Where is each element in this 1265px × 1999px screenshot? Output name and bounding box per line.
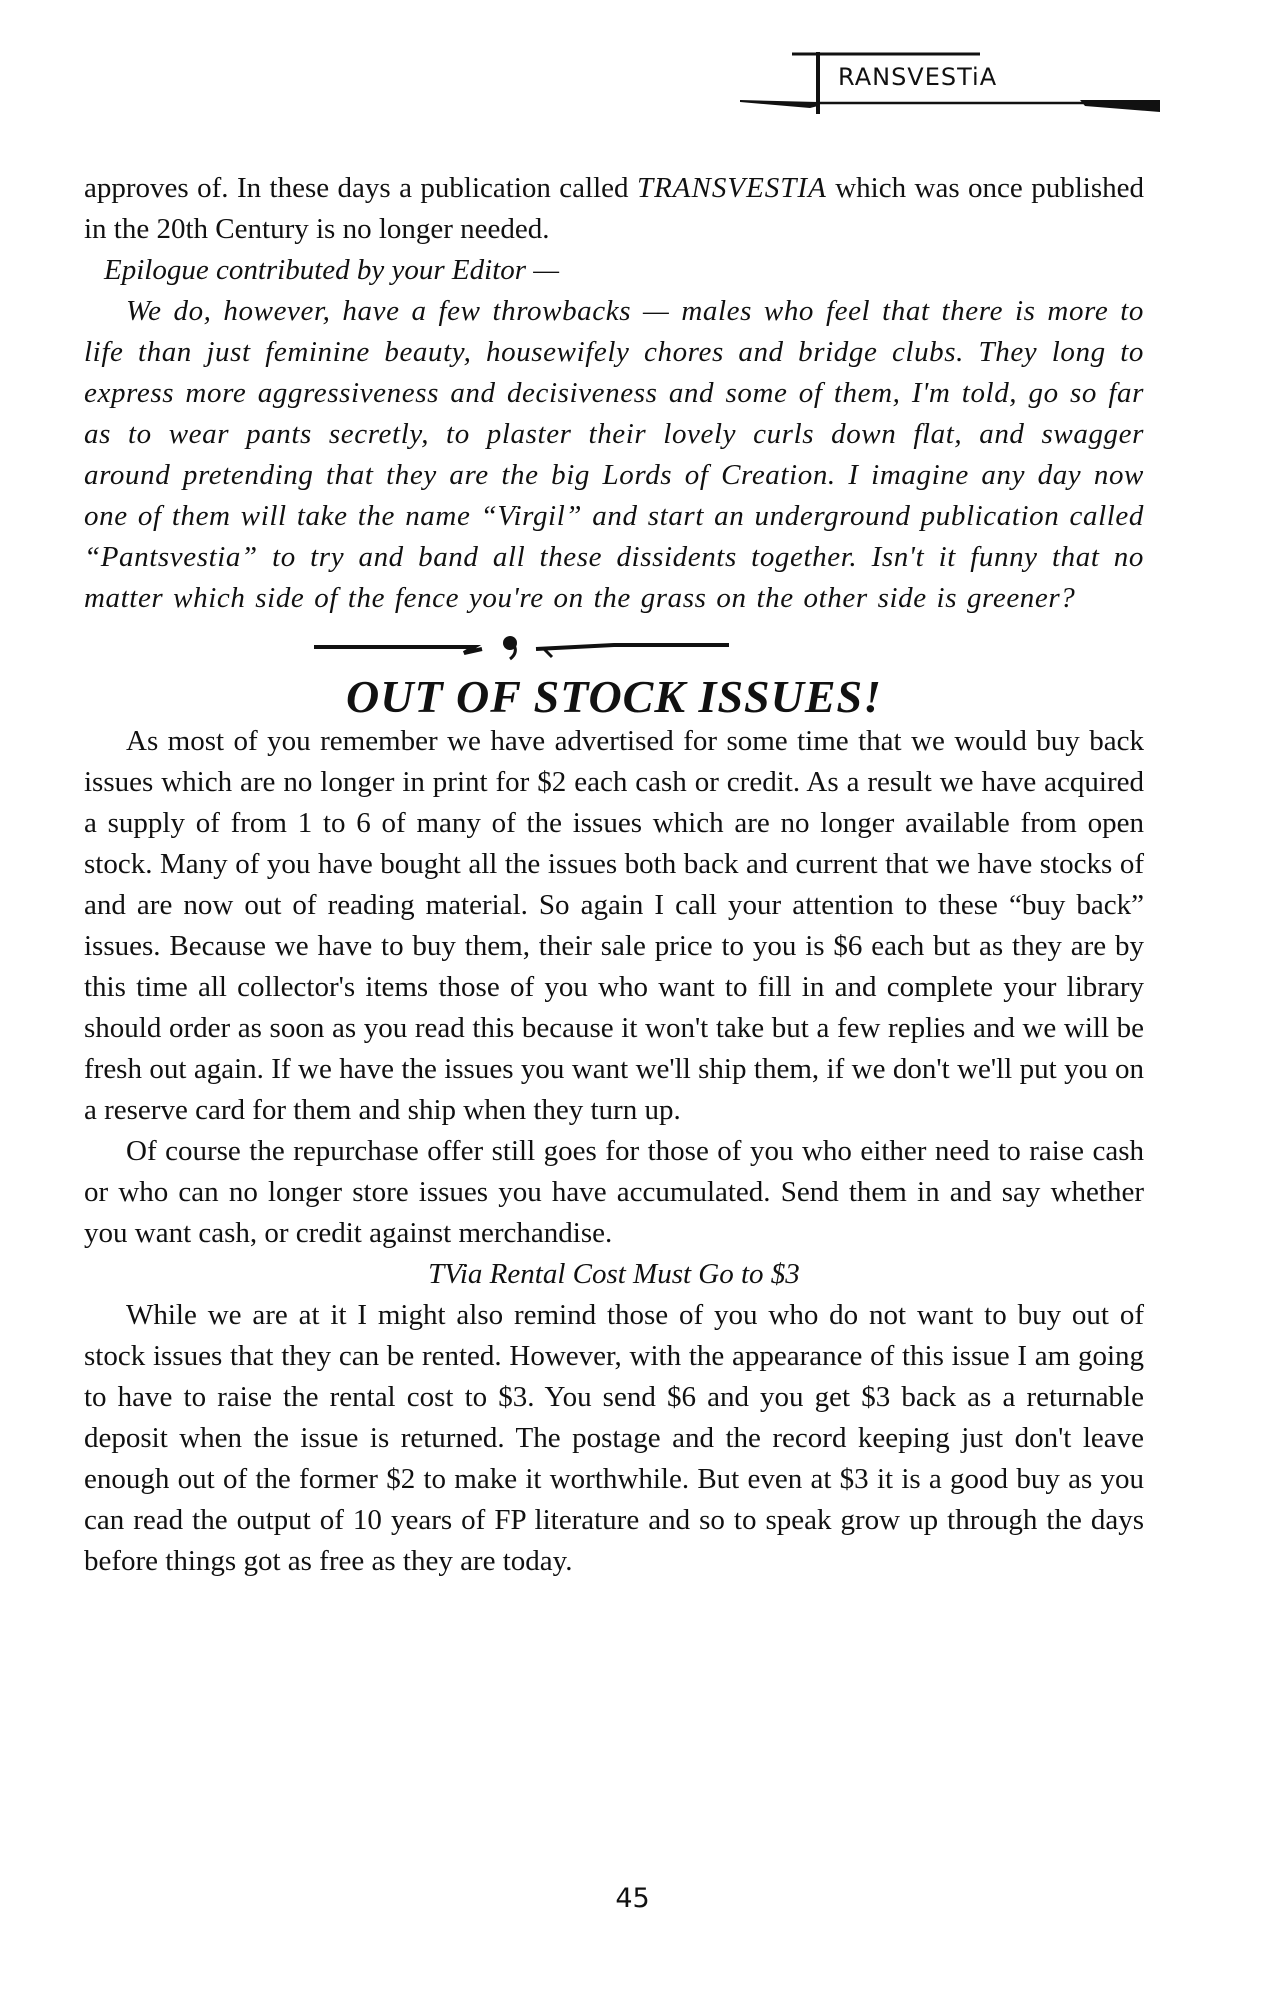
intro-text: approves of. In these days a publication called xyxy=(84,172,637,204)
intro-paragraph xyxy=(84,168,1144,250)
masthead-title: RANSVESTiA xyxy=(838,63,998,91)
rental-paragraph: While we are at it I might also remind those of you who do not want to buy out of stock issues that they can be rented. However, with the appearance of this issue I am going to have to raise the rental cost to $3. You send $6 and you get $3 back as a returnable deposit when the issue is returned. The postage and the record keeping just don't leave enough out of the former $2 to make it worthwhile. But even at $3 it is a good buy as you can read the output of 10 years of FP literature and so to speak grow up through the days before things got as free as they are today. xyxy=(84,1299,1144,1577)
page-body xyxy=(84,168,1144,1582)
epilogue-paragraph: We do, however, have a few throwbacks — males who feel that there is more to life than just feminine beauty, housewifely chores and bridge clubs. They long to express more aggressiveness and decisiveness and some of them, I'm told, go so far as to wear pants secretly, to plaster their lovely curls down flat, and swagger around pretending that they are the big Lords of Creation. I imagine any day now one of them will take the name “Virgil” and start an underground publication called “Pantsvestia” to try and band all these dissidents together. Isn't it funny that no matter which side of the fence you're on the grass on the other side is greener? xyxy=(84,295,1144,614)
divider-ornament-icon xyxy=(314,635,914,675)
article-paragraph: As most of you remember we have advertised for some time that we would buy back issues which are no longer in print for $2 each cash or credit. As a result we have acquired a supply of from 1 to 6 of many of the issues which are no longer available from open stock. Many of you have bought all the issues both back and current that we have stocks of and are now out of reading material. So again I call your attention to these “buy back” issues. Because we have to buy them, their sale price to you is $6 each but as they are by this time all collector's items those of you who want to fill in and complete your library should order as soon as you read this because it won't take but a few replies and we will be fresh out again. If we have the issues you want we'll ship them, if we don't we'll put you on a reserve card for them and ship when they turn up. xyxy=(84,725,1144,1126)
intro-text-end: which was once published in the 20th Century is no longer needed. xyxy=(84,172,1144,245)
page-number: 45 xyxy=(615,1883,650,1914)
masthead xyxy=(740,40,1160,120)
section-divider xyxy=(84,625,1144,677)
epilogue-byline: Epilogue contributed by your Editor — xyxy=(104,254,560,286)
article-headline: OUT OF STOCK ISSUES! xyxy=(346,671,882,722)
article-paragraph: Of course the repurchase offer still goes for those of you who either need to raise cash or who can no longer store issues you have accumulated. Send them in and say whether you want cash, or credit against merchandise. xyxy=(84,1135,1144,1249)
publication-title: TRANSVESTIA xyxy=(636,172,827,204)
rental-subhead: TVia Rental Cost Must Go to $3 xyxy=(428,1258,800,1290)
